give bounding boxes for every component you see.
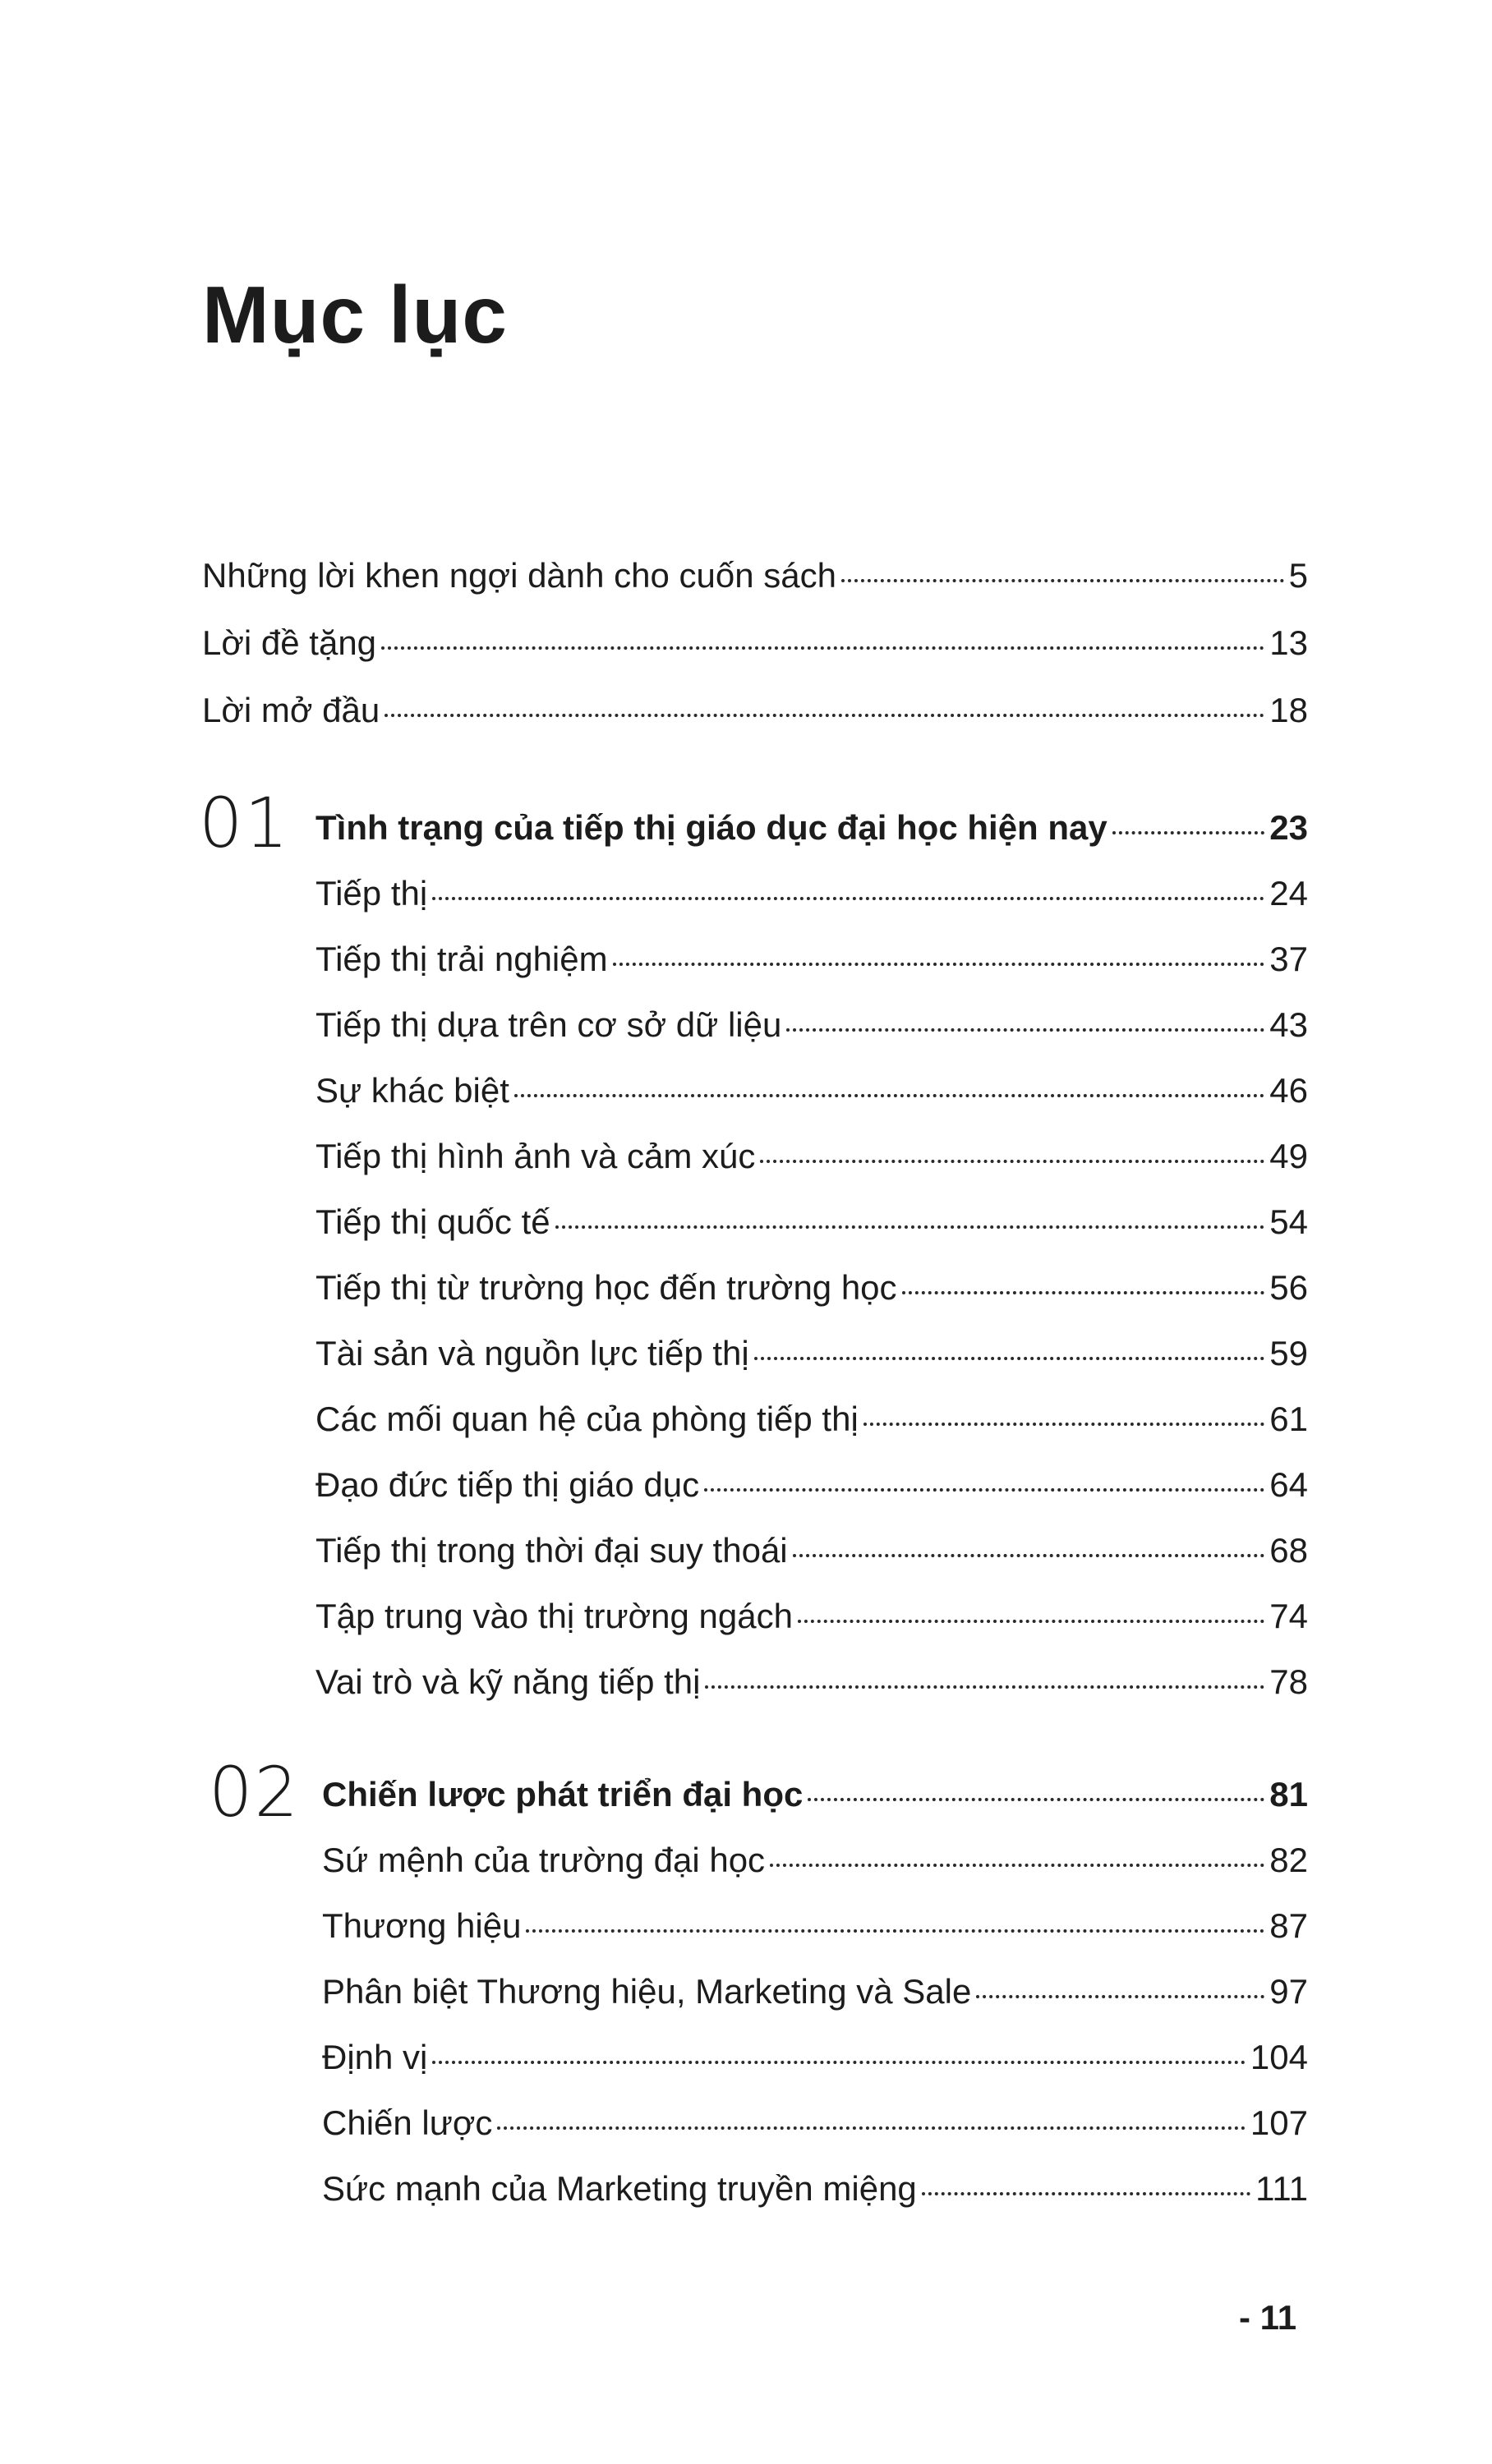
entry-label: Thương hiệu [322,1906,522,1945]
entry-label: Vai trò và kỹ năng tiếp thị [315,1662,701,1701]
entry-label: Tiếp thị trong thời đại suy thoái [315,1531,788,1570]
dot-leader [976,1995,1264,1998]
chapter-title-entry[interactable] [315,807,1308,848]
toc-section-entry[interactable] [322,1840,1308,1881]
entry-label: Các mối quan hệ của phòng tiếp thị [315,1400,859,1438]
toc-section-entry[interactable] [322,2168,1308,2209]
toc-section-entry[interactable] [322,2103,1308,2144]
dot-leader [704,1488,1264,1492]
entry-label: Tập trung vào thị trường ngách [315,1597,793,1635]
entry-label: Định vị [322,2038,428,2076]
dot-leader [526,1929,1264,1933]
dot-leader [514,1094,1264,1097]
entry-page-number: 107 [1250,2103,1308,2142]
toc-section-entry[interactable] [315,1070,1308,1111]
toc-section-entry[interactable] [315,1399,1308,1440]
entry-label: Tiếp thị [315,874,428,913]
dot-leader [922,2192,1250,2195]
entry-page-number: 49 [1269,1137,1308,1175]
entry-page-number: 13 [1269,623,1308,662]
page-number-footer: - 11 [1239,2298,1297,2337]
entry-label: Sứ mệnh của trường đại học [322,1841,766,1879]
dot-leader [705,1685,1264,1689]
entry-page-number: 54 [1269,1202,1308,1241]
entry-page-number: 43 [1269,1005,1308,1044]
dot-leader [381,646,1264,650]
entry-page-number: 46 [1269,1071,1308,1110]
entry-label: Tiếp thị dựa trên cơ sở dữ liệu [315,1005,782,1044]
entry-label: Tiếp thị từ trường học đến trường học [315,1268,897,1307]
chapter-number: 01 [199,783,290,863]
chapter-title: Tình trạng của tiếp thị giáo dục đại học hiện nay [315,808,1107,847]
entry-label: Sức mạnh của Marketing truyền miệng [322,2169,917,2208]
chapter-title-entry[interactable] [322,1774,1308,1815]
chapter-number: 02 [209,1752,300,1832]
entry-label: Tiếp thị trải nghiệm [315,940,608,978]
entry-page-number: 104 [1250,2038,1308,2076]
entry-page-number: 56 [1269,1268,1308,1307]
entry-page-number: 5 [1288,556,1308,595]
toc-section-entry[interactable] [315,1333,1308,1374]
entry-page-number: 61 [1269,1400,1308,1438]
dot-leader [770,1864,1264,1867]
entry-page-number: 37 [1269,940,1308,978]
dot-leader [754,1357,1265,1360]
toc-section-entry[interactable] [315,1004,1308,1046]
dot-leader [798,1620,1264,1623]
dot-leader [432,2061,1246,2064]
dot-leader [760,1160,1264,1163]
chapter-title: Chiến lược phát triển đại học [322,1775,804,1814]
entry-page-number: 87 [1269,1906,1308,1945]
entry-page-number: 82 [1269,1841,1308,1879]
toc-section-entry[interactable] [315,1530,1308,1571]
entry-label: Tiếp thị quốc tế [315,1202,550,1241]
toc-section-entry[interactable] [322,1905,1308,1947]
entry-label: Lời đề tặng [202,623,377,662]
dot-leader [613,963,1265,966]
entry-label: Chiến lược [322,2103,493,2142]
page-title: Mục lục [202,269,508,360]
entry-page-number: 18 [1269,691,1308,729]
entry-label: Tiếp thị hình ảnh và cảm xúc [315,1137,756,1175]
dot-leader [432,897,1264,900]
entry-page-number: 74 [1269,1597,1308,1635]
entry-page-number: 64 [1269,1465,1308,1504]
toc-entry-praise[interactable] [202,555,1308,596]
entry-page-number: 78 [1269,1662,1308,1701]
entry-page-number: 111 [1255,2169,1308,2208]
dot-leader [793,1554,1265,1557]
toc-entry-introduction[interactable] [202,690,1308,731]
toc-section-entry[interactable] [315,1662,1308,1703]
toc-section-entry[interactable] [322,2037,1308,2078]
entry-page-number: 24 [1269,874,1308,913]
toc-section-entry[interactable] [315,873,1308,914]
dot-leader [497,2126,1246,2130]
toc-entry-dedication[interactable] [202,623,1308,664]
dot-leader [863,1423,1264,1426]
entry-label: Tài sản và nguồn lực tiếp thị [315,1334,749,1372]
dot-leader [902,1291,1265,1294]
entry-page-number: 23 [1269,808,1308,847]
toc-section-entry[interactable] [315,1464,1308,1506]
toc-section-entry[interactable] [315,939,1308,980]
entry-label: Đạo đức tiếp thị giáo dục [315,1465,700,1504]
entry-label: Sự khác biệt [315,1071,509,1110]
entry-page-number: 59 [1269,1334,1308,1372]
dot-leader [808,1798,1264,1801]
dot-leader [1112,831,1265,834]
entry-label: Lời mở đầu [202,691,380,729]
dot-leader [786,1028,1264,1032]
entry-page-number: 97 [1269,1972,1308,2011]
entry-page-number: 81 [1269,1775,1308,1814]
entry-label: Những lời khen ngợi dành cho cuốn sách [202,556,837,595]
dot-leader [555,1225,1265,1229]
toc-section-entry[interactable] [315,1267,1308,1308]
dot-leader [385,714,1264,717]
entry-label: Phân biệt Thương hiệu, Marketing và Sale [322,1972,972,2011]
toc-section-entry[interactable] [315,1136,1308,1177]
toc-section-entry[interactable] [322,1971,1308,2012]
dot-leader [841,579,1284,582]
entry-page-number: 68 [1269,1531,1308,1570]
toc-section-entry[interactable] [315,1596,1308,1637]
toc-section-entry[interactable] [315,1202,1308,1243]
